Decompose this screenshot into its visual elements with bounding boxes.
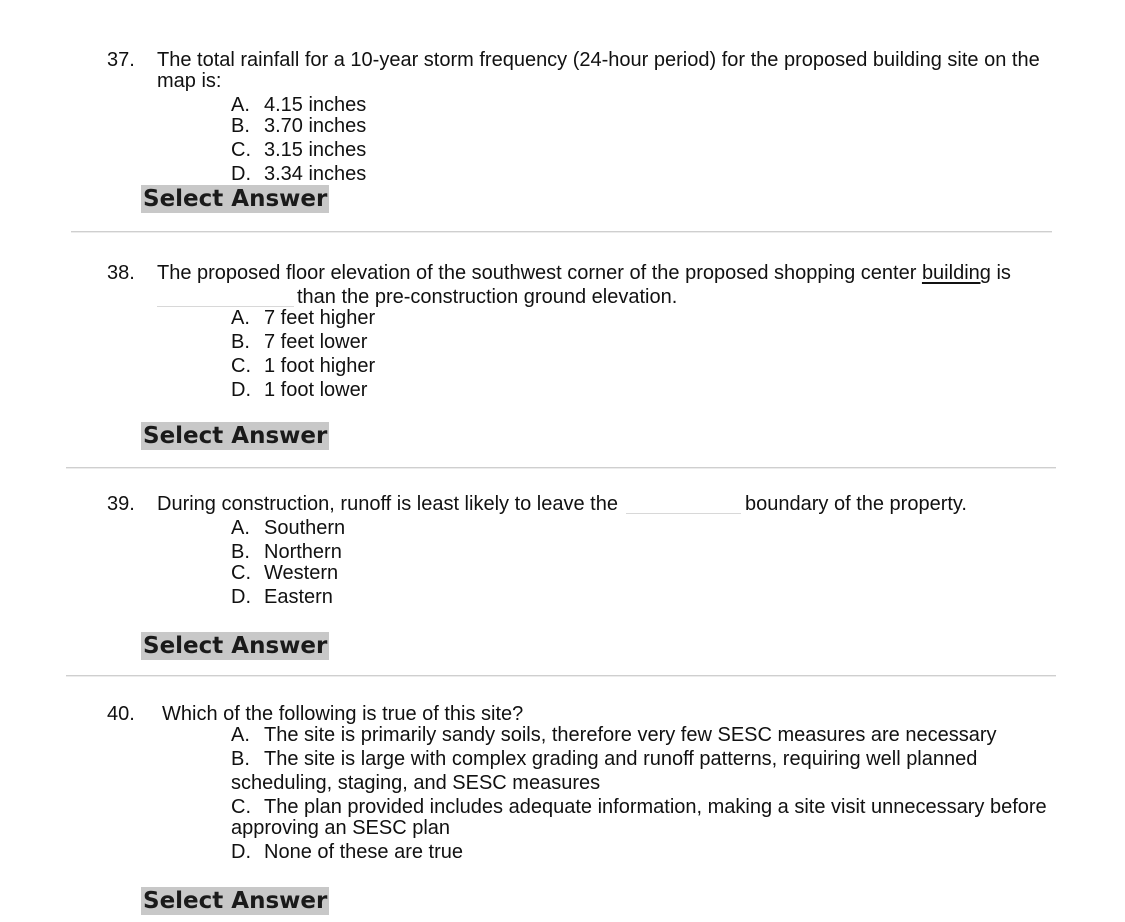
- select-answer-button[interactable]: Select Answer: [143, 888, 328, 914]
- option-letter: A.: [231, 307, 250, 329]
- option-letter: D.: [231, 586, 251, 608]
- option-text-continued: approving an SESC plan: [231, 817, 451, 839]
- question-text: The total rainfall for a 10-year storm frequency (24-hour period) for the proposed building site on the: [157, 49, 1040, 71]
- question-text-after-blank: boundary of the property.: [745, 493, 967, 515]
- question-text: The proposed floor elevation of the southwest corner of the proposed shopping center building is: [157, 262, 1011, 284]
- option-text: The plan provided includes adequate information, making a site visit unnecessary before: [264, 796, 1047, 818]
- select-answer-button[interactable]: Select Answer: [143, 423, 328, 449]
- option-text: 7 feet higher: [264, 307, 376, 329]
- option-letter: D.: [231, 163, 251, 185]
- question-text: Which of the following is true of this site?: [162, 703, 524, 725]
- question-number: 37.: [107, 49, 135, 71]
- select-answer-button[interactable]: Select Answer: [143, 186, 328, 212]
- divider: [66, 675, 1056, 677]
- option-text: Eastern: [264, 586, 333, 608]
- question-text-continued: map is:: [157, 70, 222, 92]
- underlined-word: building: [921, 262, 991, 284]
- question-text: During construction, runoff is least likely to leave the: [157, 493, 618, 515]
- option-letter: A.: [231, 94, 250, 116]
- option-text-continued: scheduling, staging, and SESC measures: [231, 772, 601, 794]
- option-text: The site is large with complex grading and runoff patterns, requiring well planned: [264, 748, 978, 770]
- question-text-continued: than the pre-construction ground elevation.: [297, 286, 678, 308]
- option-letter: B.: [231, 541, 250, 563]
- option-letter: C.: [231, 562, 251, 584]
- divider: [66, 467, 1056, 469]
- option-text: 3.15 inches: [264, 139, 367, 161]
- divider: [71, 231, 1052, 233]
- option-text: The site is primarily sandy soils, therefore very few SESC measures are necessary: [264, 724, 997, 746]
- option-text: 1 foot lower: [264, 379, 368, 401]
- option-text: Southern: [264, 517, 346, 539]
- option-letter: A.: [231, 517, 250, 539]
- option-letter: D.: [231, 841, 251, 863]
- option-text: Northern: [264, 541, 342, 563]
- option-letter: D.: [231, 379, 251, 401]
- option-text: 3.34 inches: [264, 163, 367, 185]
- question-number: 40.: [107, 703, 135, 725]
- option-letter: B.: [231, 331, 250, 353]
- option-text: None of these are true: [264, 841, 464, 863]
- option-letter: B.: [231, 115, 250, 137]
- option-letter: C.: [231, 139, 251, 161]
- option-letter: B.: [231, 748, 250, 770]
- option-letter: C.: [231, 796, 251, 818]
- select-answer-button[interactable]: Select Answer: [143, 633, 328, 659]
- fill-in-blank: [626, 513, 741, 514]
- option-text: 4.15 inches: [264, 94, 367, 116]
- option-letter: A.: [231, 724, 250, 746]
- option-text: 3.70 inches: [264, 115, 367, 137]
- option-text: Western: [264, 562, 339, 584]
- option-text: 1 foot higher: [264, 355, 376, 377]
- option-text: 7 feet lower: [264, 331, 368, 353]
- question-number: 39.: [107, 493, 135, 515]
- question-number: 38.: [107, 262, 135, 284]
- option-letter: C.: [231, 355, 251, 377]
